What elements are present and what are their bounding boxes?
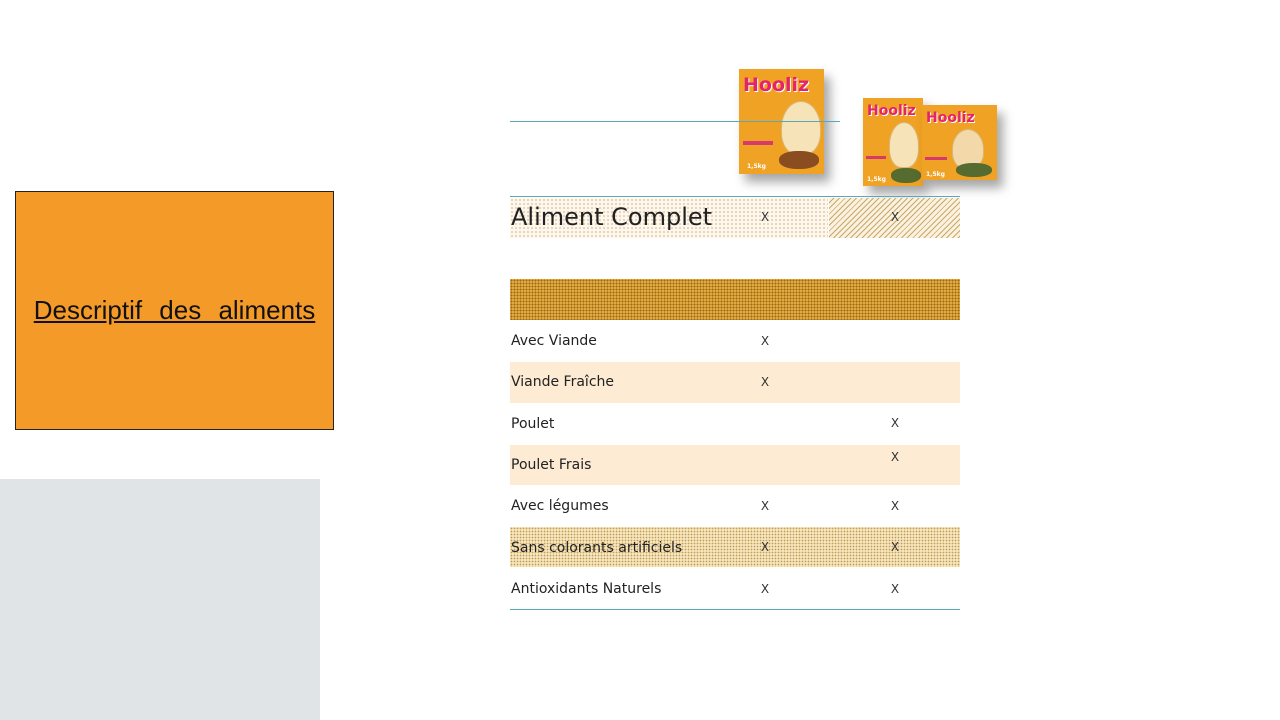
table-row-col2-mark: X [890, 540, 900, 554]
table-row-col1-mark: X [760, 375, 770, 389]
weight-label: 1,5kg [926, 171, 945, 178]
table-row-label: Sans colorants artificiels [511, 540, 683, 556]
kibble-pile [891, 168, 921, 183]
page-title: Descriptif des aliments [33, 295, 316, 325]
table-row-col1-mark: X [760, 334, 770, 348]
product-image-3 [922, 105, 997, 180]
kibble-pile [956, 163, 992, 177]
table-row-col2-mark: X [890, 450, 900, 464]
dog-illustration [781, 101, 821, 155]
dog-illustration [889, 122, 919, 168]
table-bottom-line [510, 609, 960, 610]
main-row-col1-mark: X [760, 210, 770, 224]
kibble-pile [779, 151, 819, 169]
table-row-col2-mark: X [890, 499, 900, 513]
main-row-col2-mark: X [890, 210, 900, 224]
label-stripe [743, 141, 773, 145]
table-row-label: Antioxidants Naturels [511, 581, 662, 597]
label-stripe [866, 156, 886, 159]
brand-logo: Hooliz [743, 74, 810, 96]
table-row-label: Viande Fraîche [511, 374, 615, 390]
section-header-band [510, 279, 960, 320]
table-row-col2-mark: X [890, 582, 900, 596]
table-row-col1-mark: X [760, 499, 770, 513]
brand-logo: Hooliz [926, 110, 975, 126]
brand-logo: Hooliz [867, 103, 916, 119]
gray-panel [0, 479, 320, 720]
header-divider [510, 196, 960, 197]
table-row-label: Avec Viande [511, 333, 597, 349]
weight-label: 1,5kg [747, 163, 766, 170]
product-image-2 [863, 98, 923, 186]
table-row-col2-mark: X [890, 416, 900, 430]
table-row-col1-mark: X [760, 582, 770, 596]
table-row-col1-mark: X [760, 540, 770, 554]
table-row-label: Poulet Frais [511, 457, 592, 473]
table-row-label: Poulet [511, 416, 555, 432]
table-row-label: Avec légumes [511, 498, 609, 514]
weight-label: 1,5kg [867, 176, 886, 183]
main-row-label: Aliment Complet [511, 203, 713, 231]
label-stripe [925, 157, 947, 160]
table-top-line [510, 121, 840, 122]
title-box [15, 191, 334, 430]
